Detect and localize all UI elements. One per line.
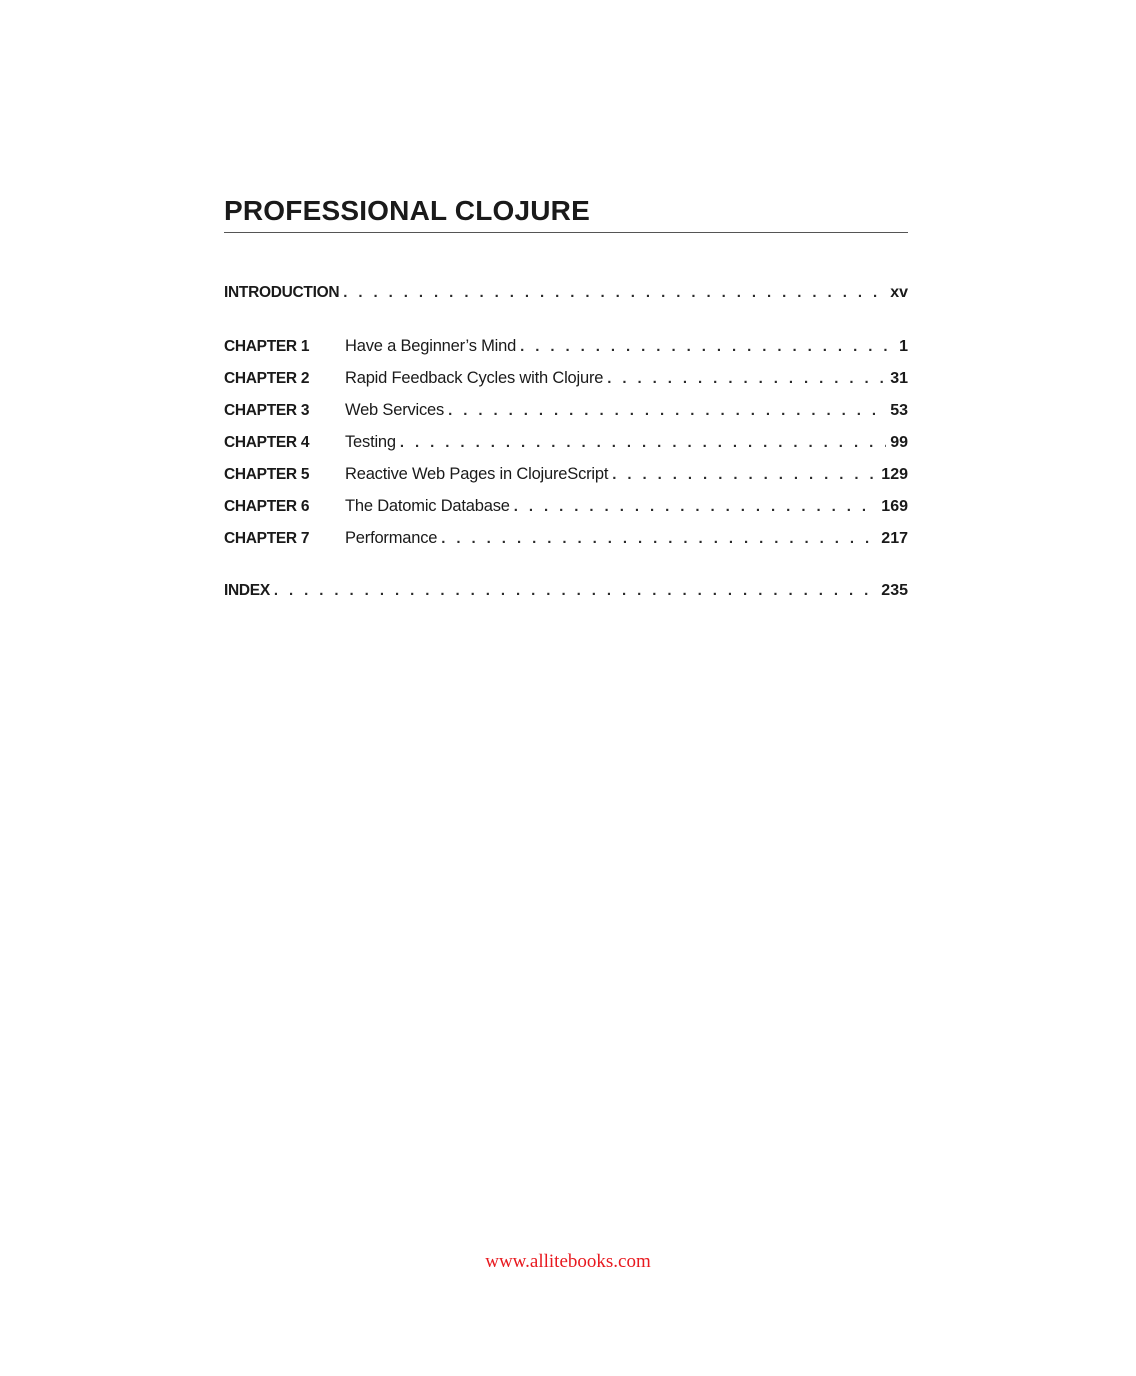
dot-leader <box>343 284 886 301</box>
chapter-title: Performance <box>345 529 438 547</box>
footer-website-link[interactable]: www.allitebooks.com <box>485 1251 651 1272</box>
chapter-page: 1 <box>899 338 908 355</box>
chapter-label: CHAPTER 1 <box>224 338 310 355</box>
chapter-page: 217 <box>881 530 908 547</box>
chapter-label: CHAPTER 7 <box>224 530 310 547</box>
chapter-title: Web Services <box>345 401 445 419</box>
toc-label-index: INDEX <box>224 582 270 599</box>
chapter-title: Reactive Web Pages in ClojureScript <box>345 465 609 483</box>
toc-entry-chapter-3[interactable] <box>224 401 908 425</box>
dot-leader <box>607 370 886 387</box>
toc-entry-chapter-2[interactable] <box>224 369 908 393</box>
chapter-page: 99 <box>890 434 908 451</box>
toc-entry-chapter-7[interactable] <box>224 529 908 553</box>
toc-entry-introduction[interactable] <box>224 284 908 308</box>
toc-page-index: 235 <box>881 582 908 599</box>
chapter-page: 53 <box>890 402 908 419</box>
toc-entry-chapter-4[interactable] <box>224 433 908 457</box>
chapter-page: 169 <box>881 498 908 515</box>
dot-leader <box>400 434 886 451</box>
toc-label-introduction: INTRODUCTION <box>224 284 340 301</box>
chapter-title: Rapid Feedback Cycles with Clojure <box>345 369 604 387</box>
toc-entry-chapter-1[interactable] <box>224 337 908 361</box>
chapter-label: CHAPTER 3 <box>224 402 310 419</box>
chapter-title: Have a Beginner’s Mind <box>345 337 517 355</box>
title-divider <box>224 232 908 233</box>
dot-leader <box>448 402 886 419</box>
chapter-page: 31 <box>890 370 908 387</box>
chapter-title: The Datomic Database <box>345 497 510 515</box>
book-title: PROFESSIONAL CLOJURE <box>224 195 590 226</box>
dot-leader <box>514 498 878 515</box>
dot-leader <box>612 466 877 483</box>
dot-leader <box>520 338 895 355</box>
toc-entry-chapter-5[interactable] <box>224 465 908 489</box>
chapter-label: CHAPTER 5 <box>224 466 310 483</box>
chapter-label: CHAPTER 2 <box>224 370 310 387</box>
chapter-label: CHAPTER 4 <box>224 434 310 451</box>
dot-leader <box>441 530 877 547</box>
chapter-label: CHAPTER 6 <box>224 498 310 515</box>
toc-entry-index[interactable] <box>224 582 908 606</box>
chapter-page: 129 <box>881 466 908 483</box>
chapter-title: Testing <box>345 433 396 451</box>
toc-page-introduction: xv <box>890 284 908 301</box>
toc-entry-chapter-6[interactable] <box>224 497 908 521</box>
dot-leader <box>274 582 877 599</box>
